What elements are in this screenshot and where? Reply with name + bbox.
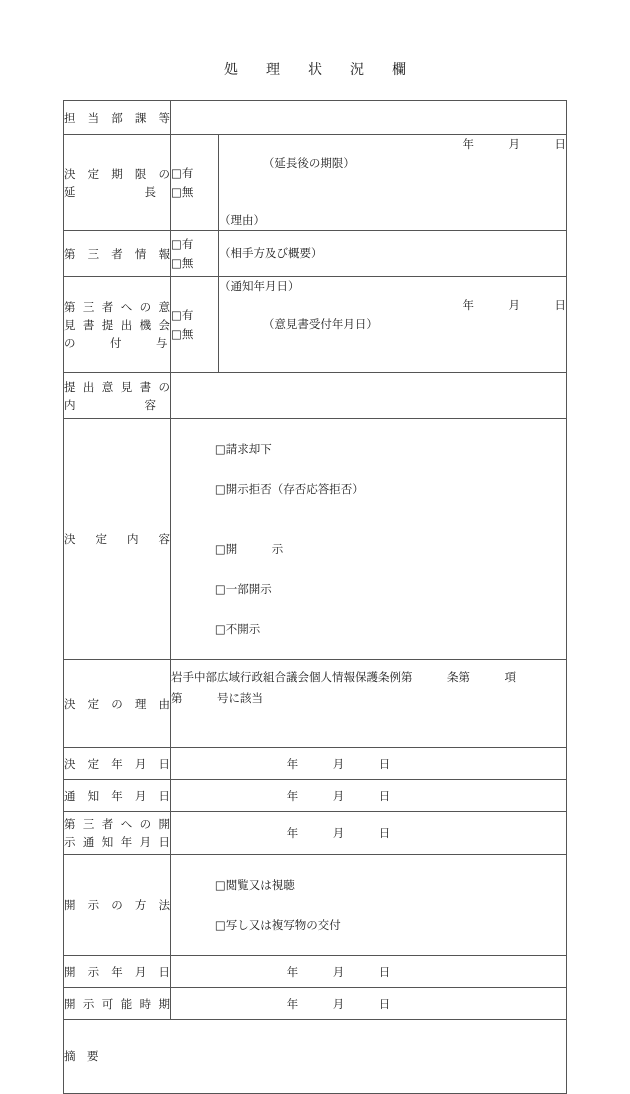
table-row-third-party-info: [64, 231, 567, 277]
row-value-decision-date[interactable]: [171, 748, 567, 780]
option-disclosure-refused[interactable]: □開示拒否（存否応答拒否）: [214, 482, 364, 496]
label-text: 通 知 年 月 日: [64, 788, 170, 803]
table-row-third-party-disclosure-notice-date: [64, 812, 567, 855]
extension-date-fields[interactable]: 年 月 日: [462, 137, 566, 151]
disclosure-method-options: [171, 855, 566, 955]
row-value-decision-reason[interactable]: [171, 660, 567, 748]
remarks-label: 摘 要: [64, 1049, 99, 1063]
opinion-date-fields[interactable]: 年 月 日: [462, 298, 566, 312]
option-partial-disclosure[interactable]: □一部開示: [214, 582, 272, 596]
table-row-decision-reason: [64, 660, 567, 748]
option-request-dismissed[interactable]: □請求却下: [214, 442, 272, 456]
row-label-decision-content: [64, 419, 171, 660]
row-value-submitted-opinion-content[interactable]: [171, 373, 567, 419]
opinion-receipt-date-label: （意見書受付年月日）: [262, 317, 378, 331]
label-text: 第 三 者 情 報: [64, 246, 170, 261]
decision-date-fields[interactable]: 年 月 日: [286, 756, 391, 771]
label-text: 開 示 年 月 日: [64, 964, 170, 979]
label-text: 開 示 可 能 時 期: [64, 996, 170, 1011]
label-text: 決 定 の 理 由: [64, 696, 170, 711]
decision-options-line2: [171, 519, 566, 659]
row-value-third-party-info: [219, 231, 567, 277]
row-label-decision-reason: [64, 660, 171, 748]
option-copy-delivery[interactable]: □写し又は複写物の交付: [214, 918, 341, 932]
row-value-third-party-disclosure-notice-date[interactable]: [171, 812, 567, 855]
extension-new-deadline-label: （延長後の期限）: [262, 156, 355, 170]
label-text-line2: 内 容: [64, 397, 156, 412]
label-text-line1: 決 定 期 限 の: [64, 166, 170, 181]
table-row-remarks: [64, 1020, 567, 1094]
option-disclose[interactable]: □開 示: [214, 542, 284, 556]
option-inspection-or-viewing[interactable]: □閲覧又は視聴: [214, 878, 295, 892]
option-non-disclosure[interactable]: □不開示: [214, 622, 261, 636]
row-label-department: [64, 101, 171, 135]
row-value-disclosure-date[interactable]: [171, 956, 567, 988]
table-row-submitted-opinion-content: [64, 373, 567, 419]
row-value-disclosure-available-period[interactable]: [171, 988, 567, 1020]
table-row-decision-date: [64, 748, 567, 780]
row-label-disclosure-date: [64, 956, 171, 988]
row-label-third-party-opinion-opportunity: [64, 277, 171, 373]
table-row-notice-date: [64, 780, 567, 812]
checkbox-no[interactable]: □無: [171, 326, 194, 341]
table-row-decision-content: [64, 419, 567, 660]
row-label-deadline-extension: [64, 135, 171, 231]
row-label-third-party-disclosure-notice-date: [64, 812, 171, 855]
row-value-notice-date[interactable]: [171, 780, 567, 812]
page-title: 処 理 状 況 欄: [224, 62, 413, 78]
checkbox-group-third-party-info[interactable]: [171, 231, 219, 277]
decision-reason-line2: 第 号に該当: [171, 691, 263, 705]
processing-status-table: [63, 100, 567, 1094]
row-value-deadline-extension: [219, 135, 567, 231]
opinion-notice-date-label: （通知年月日）: [219, 279, 300, 293]
row-label-notice-date: [64, 780, 171, 812]
label-text-line1: 第 三 者 へ の 開: [64, 817, 170, 831]
table-row-third-party-opinion-opportunity: [64, 277, 567, 373]
row-label-decision-date: [64, 748, 171, 780]
row-remarks[interactable]: [64, 1020, 567, 1094]
row-label-third-party-info: [64, 231, 171, 277]
disclosure-date-fields[interactable]: 年 月 日: [286, 964, 391, 979]
third-party-counterparty-label: （相手方及び概要）: [219, 246, 323, 260]
checkbox-no[interactable]: □無: [171, 255, 194, 270]
row-value-disclosure-method: [171, 855, 567, 956]
table-row-disclosure-available-period: [64, 988, 567, 1020]
label-text: 担 当 部 課 等: [64, 110, 170, 125]
checkbox-no[interactable]: □無: [171, 184, 194, 199]
label-text: 開 示 の 方 法: [64, 898, 170, 912]
decision-reason-line1: 岩手中部広域行政組合議会個人情報保護条例第 条第 項: [171, 670, 516, 684]
label-text-line3: の 付 与: [64, 335, 168, 350]
row-value-third-party-opinion: [219, 277, 567, 373]
checkbox-yes[interactable]: □有: [171, 307, 194, 322]
notice-date-fields[interactable]: 年 月 日: [286, 788, 391, 803]
extension-new-deadline-line: [219, 135, 566, 211]
label-text-line2: 示 通 知 年 月 日: [64, 835, 170, 849]
label-text-line1: 提 出 意 見 書 の: [64, 379, 170, 394]
table-row-disclosure-date: [64, 956, 567, 988]
label-text-line2: 見 書 提 出 機 会: [64, 317, 170, 332]
row-label-disclosure-available-period: [64, 988, 171, 1020]
row-label-disclosure-method: [64, 855, 171, 956]
third-party-notice-date-fields[interactable]: 年 月 日: [286, 826, 391, 840]
row-label-submitted-opinion-content: [64, 373, 171, 419]
checkbox-yes[interactable]: □有: [171, 165, 194, 180]
opinion-receipt-date-line: [219, 296, 566, 372]
decision-options-line1: [171, 419, 566, 519]
row-value-decision-content: [171, 419, 567, 660]
table-row-deadline-extension: [64, 135, 567, 231]
disclosure-available-date-fields[interactable]: 年 月 日: [286, 996, 391, 1011]
label-text-line1: 第 三 者 へ の 意: [64, 299, 170, 314]
checkbox-yes[interactable]: □有: [171, 236, 194, 251]
extension-reason-label: （理由）: [219, 213, 265, 227]
label-text: 決 定 年 月 日: [64, 756, 170, 771]
table-row-disclosure-method: [64, 855, 567, 956]
label-text-line2: 延 長: [64, 184, 156, 199]
table-row-department: [64, 101, 567, 135]
label-text: 決 定 内 容: [64, 532, 170, 546]
row-value-department[interactable]: [171, 101, 567, 135]
checkbox-group-third-party-opinion[interactable]: [171, 277, 219, 373]
checkbox-group-deadline-extension[interactable]: [171, 135, 219, 231]
